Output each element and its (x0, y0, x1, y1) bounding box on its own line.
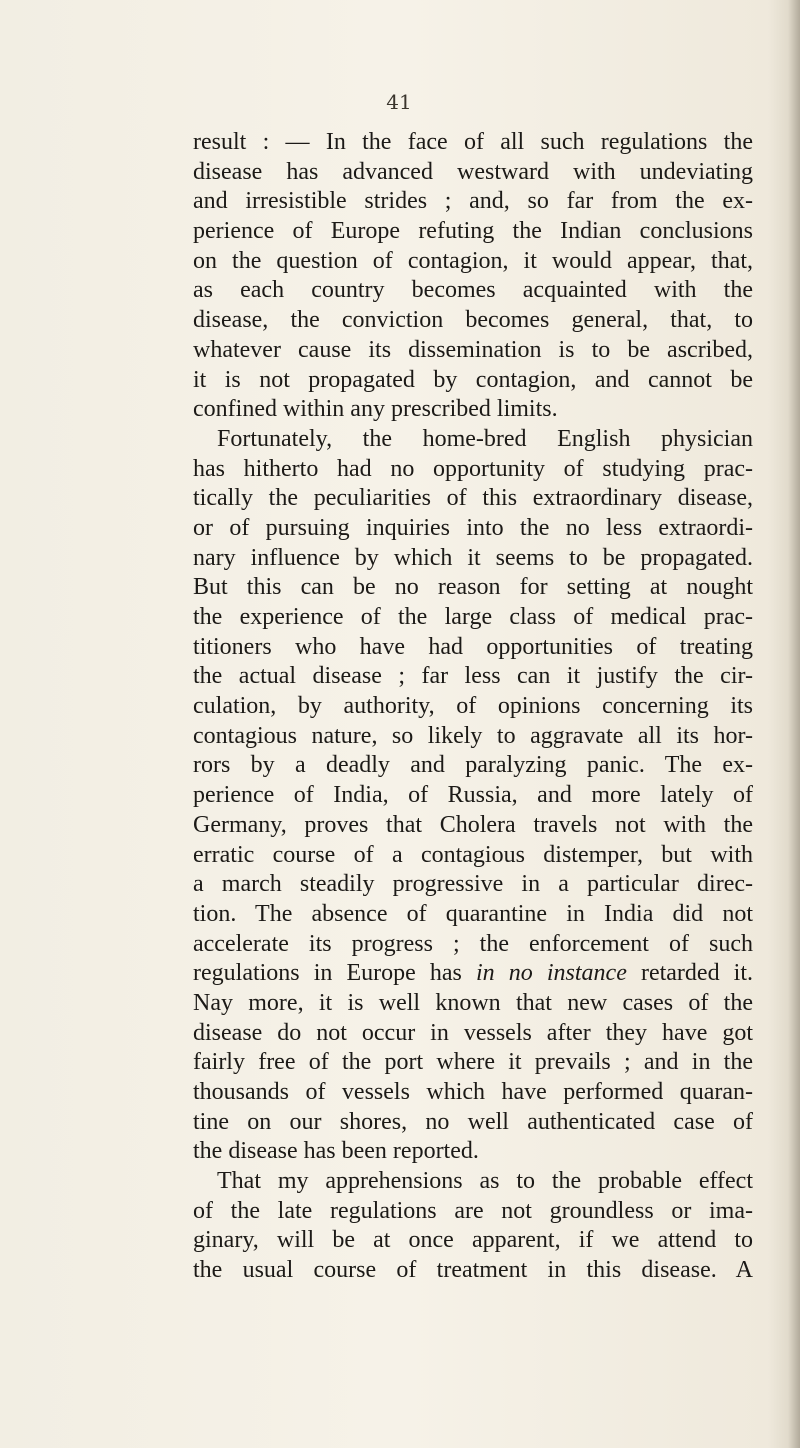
page-number: 41 (386, 90, 412, 114)
text-line: confined within any prescribed limits. (193, 396, 558, 423)
page-edge-shadow (788, 0, 800, 1448)
text-line: disease do not occur in vessels after they have got (193, 1019, 753, 1046)
text-line: Germany, proves that Cholera travels not with the (193, 811, 753, 838)
text-line: Fortunately, the home-bred English physician (217, 425, 753, 452)
italic-phrase: in no instance (476, 960, 627, 987)
text-line: culation, by authority, of opinions concerning its (193, 693, 753, 720)
text-line: whatever cause its dissemination is to be ascribed, (193, 336, 753, 363)
text-line: result : — In the face of all such regulations the (193, 129, 753, 155)
text-line: the experience of the large class of medical prac- (193, 604, 753, 630)
text-line: tine on our shores, no well authenticated case of (193, 1108, 753, 1135)
text-line: or of pursuing inquiries into the no less extraordi- (193, 514, 753, 541)
text-line-with-italic (193, 959, 753, 989)
text-line: on the question of contagion, it would appear, that, (193, 247, 753, 274)
text-line: tion. The absence of quarantine in India did not (193, 900, 753, 927)
text-line: That my apprehensions as to the probable effect (217, 1168, 753, 1195)
text-line: fairly free of the port where it prevails ; and in the (193, 1049, 753, 1076)
text-line: nary influence by which it seems to be propagated. (193, 544, 753, 571)
text-line: But this can be no reason for setting at nought (193, 574, 753, 601)
text-line: a march steadily progressive in a particular direc- (193, 871, 753, 898)
text-line: disease, the conviction becomes general, that, to (193, 307, 753, 334)
text-line: the actual disease ; far less can it justify the cir- (193, 663, 753, 690)
text-line: disease has advanced westward with undeviating (193, 158, 753, 185)
text-line: the usual course of treatment in this disease. A (193, 1257, 753, 1284)
text-line: thousands of vessels which have performed quaran- (193, 1079, 753, 1105)
text-line: as each country becomes acquainted with the (193, 277, 753, 304)
text-line: ginary, will be at once apparent, if we attend to (193, 1227, 753, 1254)
text-fragment: regulations in Europe has (193, 960, 462, 987)
text-line: Nay more, it is well known that new cases of the (193, 989, 753, 1016)
text-line: the disease has been reported. (193, 1138, 479, 1165)
text-line: erratic course of a contagious distemper, but with (193, 841, 753, 868)
text-line: contagious nature, so likely to aggravate all its hor- (193, 722, 753, 749)
text-line: perience of Europe refuting the Indian conclusions (193, 218, 753, 245)
text-line: rors by a deadly and paralyzing panic. The ex- (193, 752, 753, 779)
text-line: accelerate its progress ; the enforcement of such (193, 930, 753, 957)
text-line: titioners who have had opportunities of treating (193, 633, 753, 660)
text-line: and irresistible strides ; and, so far from the ex- (193, 188, 753, 215)
text-fragment: retarded it. (640, 960, 754, 987)
text-line: perience of India, of Russia, and more lately of (193, 782, 753, 809)
text-line: tically the peculiarities of this extraordinary disease, (193, 485, 753, 512)
body-text (193, 128, 753, 1286)
text-line: has hitherto had no opportunity of studying prac- (193, 455, 753, 482)
text-line: it is not propagated by contagion, and cannot be (193, 366, 753, 393)
text-line: of the late regulations are not groundless or ima- (193, 1197, 753, 1224)
